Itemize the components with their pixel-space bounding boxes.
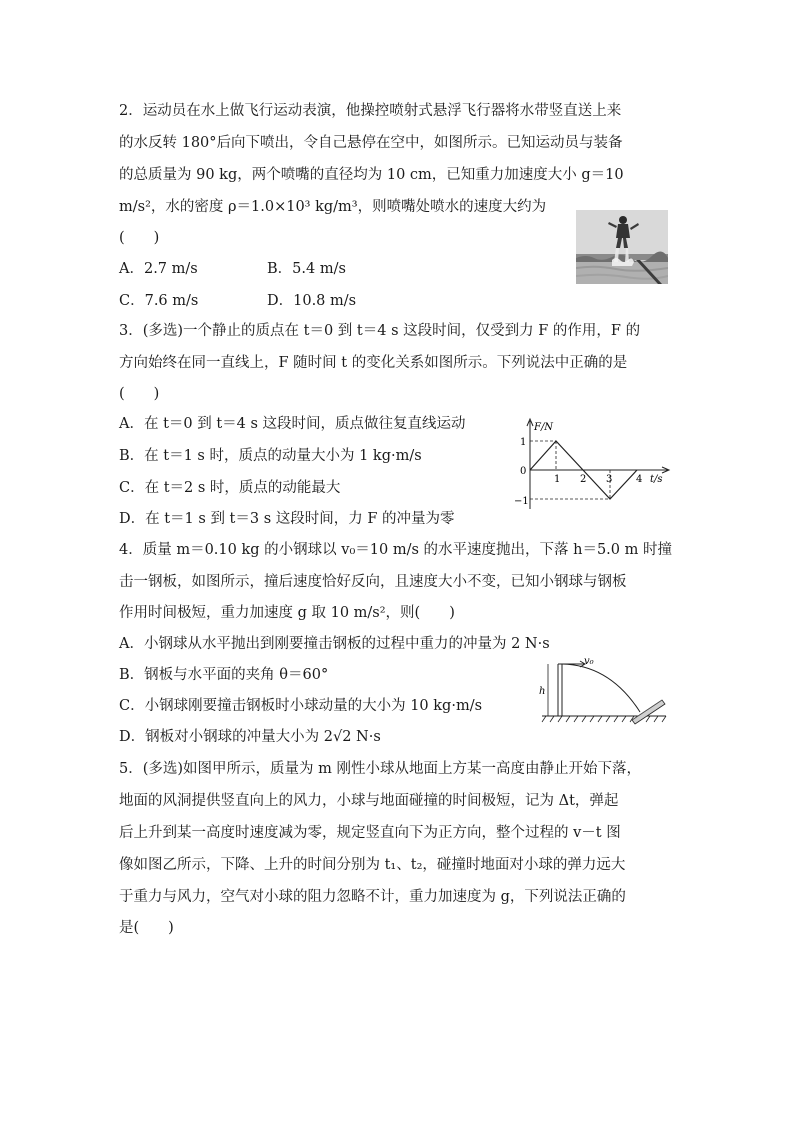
q3-option-a: A．在 t＝0 到 t＝4 s 这段时间，质点做往复直线运动 [119, 416, 466, 432]
q5-line-3: 后上升到某一高度时速度减为零，规定竖直向下为正方向，整个过程的 v－t 图 [119, 825, 621, 841]
q3-option-c: C．在 t＝2 s 时，质点的动能最大 [119, 480, 341, 496]
q2-option-c: C．7.6 m/s [119, 293, 199, 309]
q2-line-1: 2．运动员在水上做飞行运动表演，他操控喷射式悬浮飞行器将水带竖直送上来 [119, 103, 622, 119]
q3-option-b: B．在 t＝1 s 时，质点的动量大小为 1 kg·m/s [119, 448, 422, 464]
q3-answer-blank: ( ) [119, 386, 160, 402]
ground-hatching [542, 716, 666, 722]
y-tick-1: 1 [520, 437, 527, 448]
x-axis-label: t/s [650, 474, 663, 485]
q2-option-a: A．2.7 m/s [119, 261, 198, 277]
q3-line-1: 3．(多选)一个静止的质点在 t＝0 到 t＝4 s 这段时间，仅受到力 F 的作用，F 的 [119, 323, 641, 339]
y-axis-label: F/N [534, 422, 554, 433]
q2-answer-blank: ( ) [119, 230, 160, 246]
y-tick-0: 0 [520, 466, 527, 477]
q2-option-b: B．5.4 m/s [267, 261, 346, 277]
trajectory [562, 664, 640, 712]
q4-line-3: 作用时间极短，重力加速度 g 取 10 m/s²，则( ) [119, 605, 455, 621]
projectile-figure [528, 656, 678, 728]
q3-option-d: D．在 t＝1 s 到 t＝3 s 这段时间，力 F 的冲量为零 [119, 511, 455, 527]
q3-line-2: 方向始终在同一直线上，F 随时间 t 的变化关系如图所示。下列说法中正确的是 [119, 355, 628, 371]
q5-line-4: 像如图乙所示，下降、上升的时间分别为 t₁、t₂，碰撞时地面对小球的弹力远大 [119, 857, 626, 873]
q2-line-3: 的总质量为 90 kg，两个喷嘴的直径均为 10 cm，已知重力加速度大小 g＝10 [119, 167, 624, 183]
q4-line-2: 击一钢板，如图所示，撞后速度恰好反向，且速度大小不变，已知小钢球与钢板 [119, 574, 627, 590]
jetpack-photo [576, 210, 668, 284]
q4-option-b: B．钢板与水平面的夹角 θ＝60° [119, 667, 329, 683]
q2-option-d: D．10.8 m/s [267, 293, 357, 309]
q2-line-4: m/s²，水的密度 ρ＝1.0×10³ kg/m³，则喷嘴处喷水的速度大约为 [119, 199, 547, 215]
q4-line-1: 4．质量 m＝0.10 kg 的小钢球以 v₀＝10 m/s 的水平速度抛出，下落 h＝5.0 m 时撞 [119, 542, 672, 558]
q4-option-d: D．钢板对小钢球的冲量大小为 2√2 N·s [119, 729, 381, 745]
x-tick-4: 4 [636, 474, 643, 485]
q4-option-c: C．小钢球刚要撞击钢板时小球动量的大小为 10 kg·m/s [119, 698, 483, 714]
q5-line-1: 5．(多选)如图甲所示，质量为 m 刚性小球从地面上方某一高度由静止开始下落， [119, 761, 642, 777]
h-label: h [539, 686, 546, 697]
q5-line-2: 地面的风洞提供竖直向上的风力，小球与地面碰撞的时间极短，记为 Δt，弹起 [119, 793, 619, 809]
x-tick-3: 3 [606, 474, 613, 485]
q5-line-6: 是( ) [119, 920, 174, 936]
force-time-graph [500, 415, 680, 515]
v0-label: v₀ [584, 656, 594, 667]
x-tick-1: 1 [554, 474, 561, 485]
steel-plate [632, 700, 665, 724]
y-tick-neg1: −1 [514, 496, 529, 507]
q2-line-2: 的水反转 180°后向下喷出，令自己悬停在空中，如图所示。已知运动员与装备 [119, 135, 623, 151]
x-tick-2: 2 [580, 474, 587, 485]
q5-line-5: 于重力与风力，空气对小球的阻力忽略不计，重力加速度为 g，下列说法正确的 [119, 889, 626, 905]
q4-option-a: A．小钢球从水平抛出到刚要撞击钢板的过程中重力的冲量为 2 N·s [119, 636, 550, 652]
